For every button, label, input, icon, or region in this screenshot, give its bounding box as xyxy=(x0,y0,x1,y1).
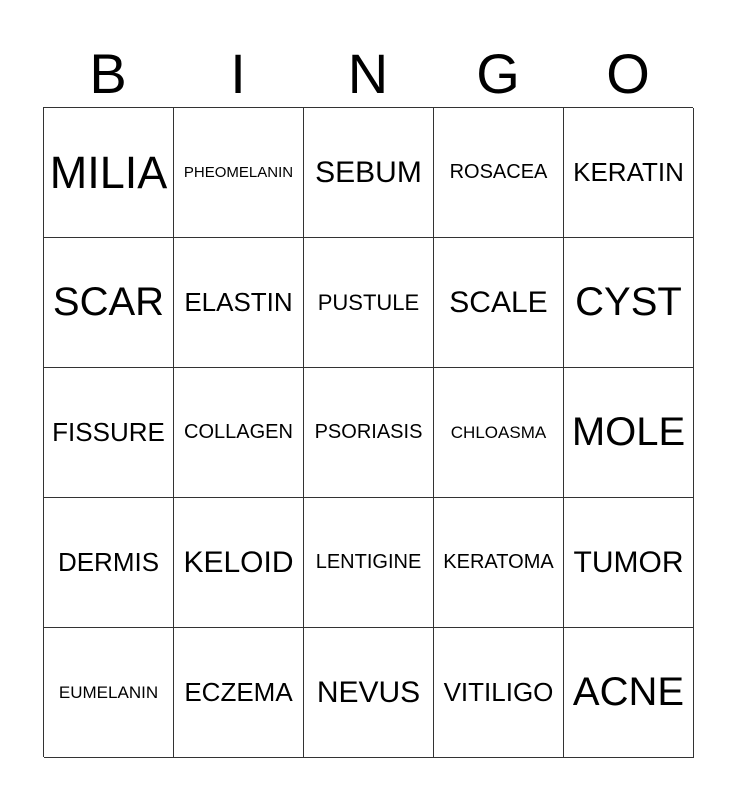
header-letter-n: N xyxy=(347,42,389,105)
bingo-cell: TUMOR xyxy=(564,498,694,628)
bingo-cell: KERATIN xyxy=(564,108,694,238)
header-letter-g: G xyxy=(476,42,520,105)
bingo-cell: LENTIGINE xyxy=(304,498,434,628)
bingo-cell: ACNE xyxy=(564,628,694,758)
header-letter-b: B xyxy=(89,42,127,105)
bingo-cell: SEBUM xyxy=(304,108,434,238)
bingo-cell: ROSACEA xyxy=(434,108,564,238)
bingo-cell: NEVUS xyxy=(304,628,434,758)
bingo-cell: DERMIS xyxy=(44,498,174,628)
bingo-cell: ECZEMA xyxy=(174,628,304,758)
bingo-cell: SCAR xyxy=(44,238,174,368)
bingo-cell: EUMELANIN xyxy=(44,628,174,758)
bingo-cell: COLLAGEN xyxy=(174,368,304,498)
bingo-cell: KELOID xyxy=(174,498,304,628)
header-letter-i: I xyxy=(230,42,246,105)
bingo-cell: ELASTIN xyxy=(174,238,304,368)
bingo-grid xyxy=(43,107,693,757)
bingo-cell: MOLE xyxy=(564,368,694,498)
bingo-header xyxy=(43,40,693,108)
bingo-cell: PUSTULE xyxy=(304,238,434,368)
bingo-cell: SCALE xyxy=(434,238,564,368)
bingo-cell: KERATOMA xyxy=(434,498,564,628)
bingo-cell: MILIA xyxy=(44,108,174,238)
bingo-cell: PHEOMELANIN xyxy=(174,108,304,238)
bingo-cell: VITILIGO xyxy=(434,628,564,758)
bingo-cell: CYST xyxy=(564,238,694,368)
bingo-cell: FISSURE xyxy=(44,368,174,498)
header-letter-o: O xyxy=(606,42,650,105)
bingo-cell: CHLOASMA xyxy=(434,368,564,498)
bingo-cell: PSORIASIS xyxy=(304,368,434,498)
